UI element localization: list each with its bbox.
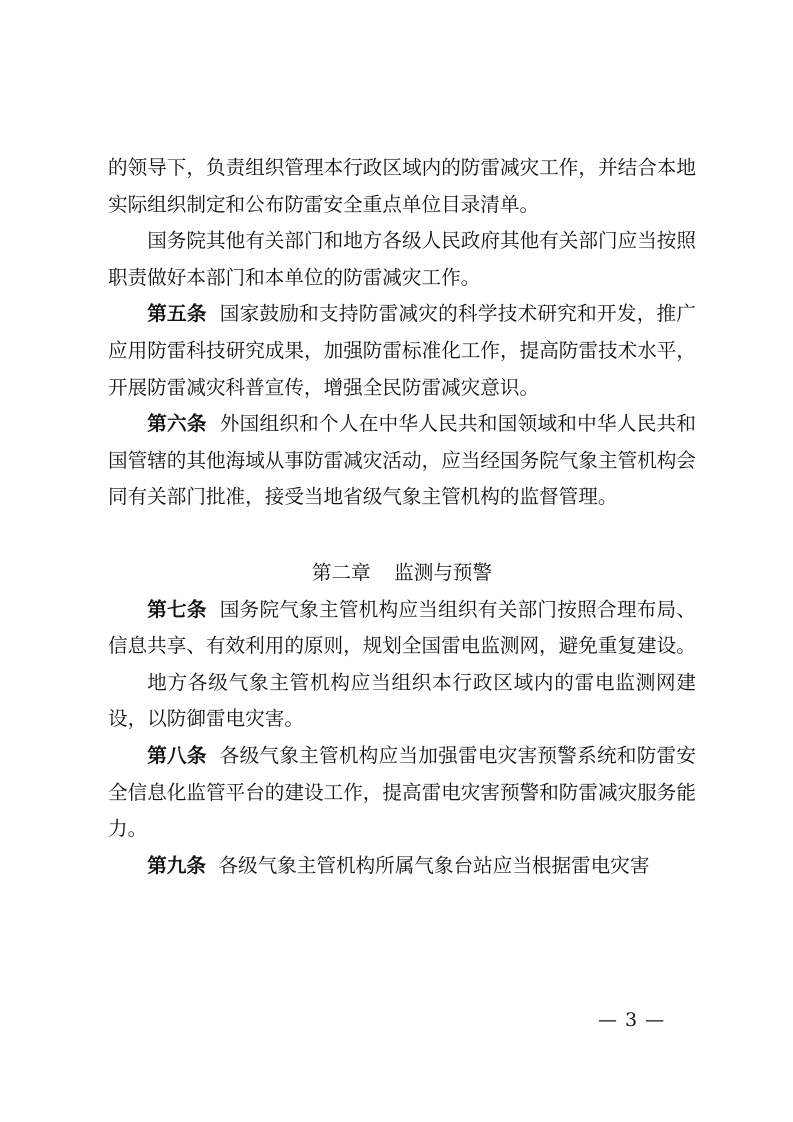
paragraph-local-monitoring: 地方各级气象主管机构应当组织本行政区域内的雷电监测网建设，以防御雷电灾害。 [108, 670, 696, 731]
article-7-label: 第七条 [147, 597, 207, 621]
article-7 [108, 592, 696, 665]
article-8 [108, 738, 696, 848]
article-9 [108, 848, 696, 885]
chapter-number: 第二章 [311, 560, 371, 584]
paragraph-other-departments: 国务院其他有关部门和地方各级人民政府其他有关部门应当按照职责做好本部门和本单位的防雷减灾工作。 [108, 229, 696, 289]
article-6 [108, 406, 696, 516]
article-9-text: 各级气象主管机构所属气象台站应当根据雷电灾害 [218, 853, 650, 877]
article-6-text: 外国组织和个人在中华人民共和国领域和中华人民共和国管辖的其他海域从事防雷减灾活动，应当经国务院气象主管机构会同有关部门批准，接受当地省级气象主管机构的监督管理。 [108, 412, 697, 509]
article-5-label: 第五条 [147, 302, 207, 326]
page-number: — 3 — [598, 1009, 666, 1031]
article-8-text: 各级气象主管机构应当加强雷电灾害预警系统和防雷安全信息化监管平台的建设工作，提高雷电灾害预警和防雷减灾服务能力。 [108, 743, 697, 841]
article-8-label: 第八条 [147, 743, 207, 767]
document-body [108, 150, 696, 884]
chapter-heading [108, 555, 696, 592]
article-6-label: 第六条 [147, 412, 207, 436]
article-9-label: 第九条 [147, 853, 206, 877]
article-7-text: 国务院气象主管机构应当组织有关部门按照合理布局、信息共享、有效利用的原则，规划全国雷电监测网，避免重复建设。 [108, 597, 697, 658]
article-5 [108, 296, 696, 406]
paragraph-continuation: 的领导下，负责组织管理本行政区域内的防雷减灾工作，并结合本地实际组织制定和公布防雷安全重点单位目录清单。 [108, 156, 696, 216]
chapter-title: 监测与预警 [394, 560, 493, 584]
article-5-text: 国家鼓励和支持防雷减灾的科学技术研究和开发，推广应用防雷科技研究成果，加强防雷标准化工作，提高防雷技术水平，开展防雷减灾科普宣传，增强全民防雷减灾意识。 [108, 302, 697, 399]
